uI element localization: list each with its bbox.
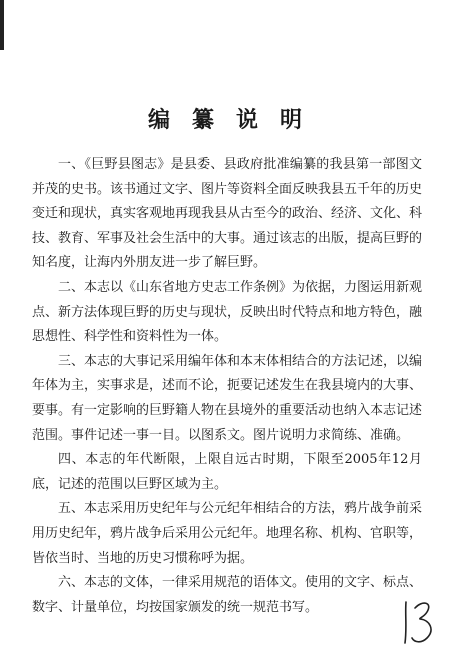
handwritten-page-number <box>400 598 438 646</box>
paragraph-6: 六、本志的文体，一律采用规范的语体文。使用的文字、标点、数字、计量单位，均按国家颁发的统一规范书写。 <box>32 575 423 615</box>
paragraph-1: 一、《巨野县图志》是县委、县政府批准编纂的我县第一部图文并茂的史书。该书通过文字、图片等资料全面反映我县五千年的历史变迁和现状，真实客观地再现我县从古至今的政治、经济、文化、科技、教育、军事及社会生活中的大事。通过该志的出版，提高巨野的知名度，让海内外朋友进一步了解巨野。 <box>32 157 423 271</box>
document-body <box>32 153 422 620</box>
page-title: 编纂说明 <box>147 107 324 133</box>
paragraph-4: 四、本志的年代断限，上限自远古时期，下限至2005年12月底，记述的范围以巨野区域为主。 <box>32 452 422 492</box>
page-edge-mark <box>0 0 4 50</box>
paragraph-2: 二、本志以《山东省地方史志工作条例》为依据，力图运用新观点、新方法体现巨野的历史与现状，反映出时代特点和地方特色，融思想性、科学性和资料性为一体。 <box>32 279 423 345</box>
paragraph-3: 三、本志的大事记采用编年体和本末体相结合的方法记述，以编年体为主，实事求是，述而不论，扼要记述发生在我县境内的大事、要事。有一定影响的巨野籍人物在县境外的重要活动也纳入本志记述范围。事件记述一事一目。以图系文。图片说明力求简练、准确。 <box>32 353 423 443</box>
paragraph-5: 五、本志采用历史纪年与公元纪年相结合的方法，鸦片战争前采用历史纪年，鸦片战争后采用公元纪年。地理名称、机构、官职等，皆依当时、当地的历史习惯称呼为据。 <box>32 501 423 566</box>
